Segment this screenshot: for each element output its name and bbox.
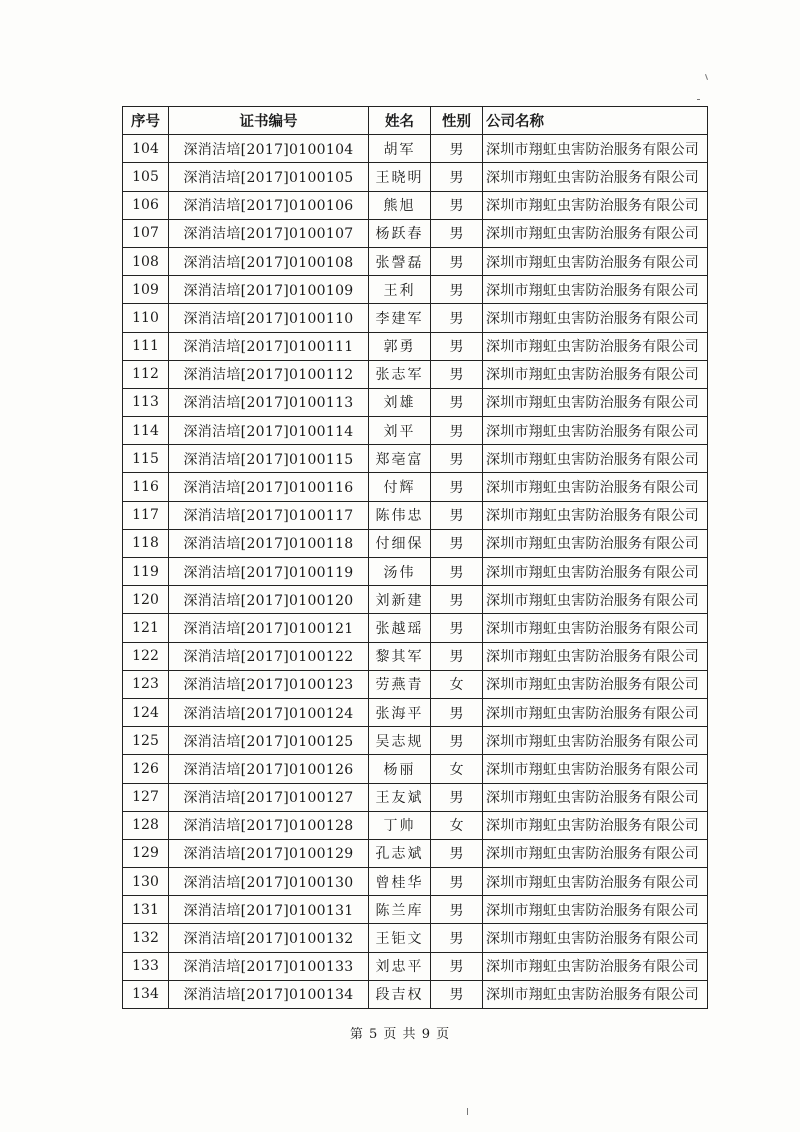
cell-certificate-no: 深消洁培[2017]0100111: [169, 332, 369, 360]
cell-serial: 119: [123, 558, 169, 586]
table-header-row: [123, 107, 708, 135]
cell-company: 深圳市翔虹虫害防治服务有限公司: [483, 698, 708, 726]
cell-gender: 男: [431, 529, 483, 557]
cell-company: 深圳市翔虹虫害防治服务有限公司: [483, 247, 708, 275]
cell-gender: 男: [431, 332, 483, 360]
header-gender: 性别: [431, 107, 483, 135]
cell-gender: 男: [431, 417, 483, 445]
cell-company: 深圳市翔虹虫害防治服务有限公司: [483, 839, 708, 867]
cell-name: 付辉: [369, 473, 431, 501]
cell-name: 李建军: [369, 304, 431, 332]
cell-gender: 男: [431, 501, 483, 529]
cell-serial: 126: [123, 755, 169, 783]
table-row: [123, 388, 708, 416]
cell-name: 王利: [369, 276, 431, 304]
cell-gender: 男: [431, 896, 483, 924]
cell-gender: 男: [431, 642, 483, 670]
cell-company: 深圳市翔虹虫害防治服务有限公司: [483, 360, 708, 388]
cell-serial: 118: [123, 529, 169, 557]
cell-company: 深圳市翔虹虫害防治服务有限公司: [483, 783, 708, 811]
cell-gender: 男: [431, 304, 483, 332]
cell-name: 吴志规: [369, 727, 431, 755]
cell-name: 熊旭: [369, 191, 431, 219]
cell-certificate-no: 深消洁培[2017]0100117: [169, 501, 369, 529]
cell-name: 黎其军: [369, 642, 431, 670]
table-row: [123, 839, 708, 867]
cell-serial: 120: [123, 586, 169, 614]
cell-name: 陈伟忠: [369, 501, 431, 529]
cell-certificate-no: 深消洁培[2017]0100130: [169, 868, 369, 896]
cell-gender: 男: [431, 135, 483, 163]
cell-certificate-no: 深消洁培[2017]0100124: [169, 698, 369, 726]
cell-gender: 男: [431, 783, 483, 811]
cell-certificate-no: 深消洁培[2017]0100129: [169, 839, 369, 867]
cell-name: 孔志斌: [369, 839, 431, 867]
cell-serial: 105: [123, 163, 169, 191]
cell-name: 劳燕青: [369, 670, 431, 698]
cell-gender: 男: [431, 924, 483, 952]
table-row: [123, 276, 708, 304]
cell-certificate-no: 深消洁培[2017]0100125: [169, 727, 369, 755]
cell-company: 深圳市翔虹虫害防治服务有限公司: [483, 642, 708, 670]
cell-serial: 104: [123, 135, 169, 163]
cell-company: 深圳市翔虹虫害防治服务有限公司: [483, 191, 708, 219]
cell-certificate-no: 深消洁培[2017]0100116: [169, 473, 369, 501]
cell-certificate-no: 深消洁培[2017]0100110: [169, 304, 369, 332]
table-row: [123, 360, 708, 388]
table-row: [123, 417, 708, 445]
cell-name: 张越瑶: [369, 614, 431, 642]
cell-gender: 男: [431, 473, 483, 501]
page-number: 第 5 页 共 9 页: [349, 1027, 451, 1042]
cell-company: 深圳市翔虹虫害防治服务有限公司: [483, 332, 708, 360]
cell-serial: 128: [123, 811, 169, 839]
cell-serial: 123: [123, 670, 169, 698]
scan-speck: [467, 1108, 468, 1115]
cell-gender: 男: [431, 980, 483, 1008]
cell-gender: 男: [431, 586, 483, 614]
cell-certificate-no: 深消洁培[2017]0100119: [169, 558, 369, 586]
cell-company: 深圳市翔虹虫害防治服务有限公司: [483, 952, 708, 980]
cell-serial: 114: [123, 417, 169, 445]
table-row: [123, 445, 708, 473]
table-row: [123, 783, 708, 811]
cell-serial: 112: [123, 360, 169, 388]
cell-name: 王友斌: [369, 783, 431, 811]
cell-certificate-no: 深消洁培[2017]0100123: [169, 670, 369, 698]
table-row: [123, 558, 708, 586]
cell-company: 深圳市翔虹虫害防治服务有限公司: [483, 501, 708, 529]
cell-certificate-no: 深消洁培[2017]0100113: [169, 388, 369, 416]
cell-serial: 127: [123, 783, 169, 811]
cell-gender: 女: [431, 811, 483, 839]
cell-company: 深圳市翔虹虫害防治服务有限公司: [483, 755, 708, 783]
scan-speck: [705, 74, 708, 80]
cell-serial: 115: [123, 445, 169, 473]
cell-name: 刘忠平: [369, 952, 431, 980]
cell-name: 陈兰库: [369, 896, 431, 924]
cell-serial: 129: [123, 839, 169, 867]
cell-name: 郭勇: [369, 332, 431, 360]
cell-serial: 109: [123, 276, 169, 304]
cell-serial: 116: [123, 473, 169, 501]
table-row: [123, 868, 708, 896]
cell-gender: 男: [431, 698, 483, 726]
cell-gender: 男: [431, 163, 483, 191]
cell-serial: 134: [123, 980, 169, 1008]
cell-certificate-no: 深消洁培[2017]0100121: [169, 614, 369, 642]
cell-serial: 122: [123, 642, 169, 670]
table-row: [123, 332, 708, 360]
cell-serial: 132: [123, 924, 169, 952]
table-row: [123, 727, 708, 755]
cell-name: 郑亳富: [369, 445, 431, 473]
cell-certificate-no: 深消洁培[2017]0100133: [169, 952, 369, 980]
cell-certificate-no: 深消洁培[2017]0100105: [169, 163, 369, 191]
cell-name: 王钜文: [369, 924, 431, 952]
cell-serial: 125: [123, 727, 169, 755]
table-row: [123, 135, 708, 163]
cell-company: 深圳市翔虹虫害防治服务有限公司: [483, 445, 708, 473]
cell-company: 深圳市翔虹虫害防治服务有限公司: [483, 135, 708, 163]
cell-company: 深圳市翔虹虫害防治服务有限公司: [483, 558, 708, 586]
cell-name: 杨跃春: [369, 219, 431, 247]
cell-company: 深圳市翔虹虫害防治服务有限公司: [483, 304, 708, 332]
cell-name: 刘新建: [369, 586, 431, 614]
cell-name: 张志军: [369, 360, 431, 388]
cell-company: 深圳市翔虹虫害防治服务有限公司: [483, 417, 708, 445]
cell-serial: 111: [123, 332, 169, 360]
cell-company: 深圳市翔虹虫害防治服务有限公司: [483, 586, 708, 614]
cell-name: 刘雄: [369, 388, 431, 416]
cell-certificate-no: 深消洁培[2017]0100127: [169, 783, 369, 811]
cell-certificate-no: 深消洁培[2017]0100132: [169, 924, 369, 952]
cell-gender: 男: [431, 952, 483, 980]
cell-certificate-no: 深消洁培[2017]0100104: [169, 135, 369, 163]
cell-serial: 110: [123, 304, 169, 332]
cell-certificate-no: 深消洁培[2017]0100131: [169, 896, 369, 924]
cell-certificate-no: 深消洁培[2017]0100107: [169, 219, 369, 247]
cell-serial: 108: [123, 247, 169, 275]
table-row: [123, 614, 708, 642]
cell-company: 深圳市翔虹虫害防治服务有限公司: [483, 868, 708, 896]
table-row: [123, 952, 708, 980]
cell-certificate-no: 深消洁培[2017]0100112: [169, 360, 369, 388]
cell-company: 深圳市翔虹虫害防治服务有限公司: [483, 980, 708, 1008]
table-row: [123, 755, 708, 783]
cell-name: 丁帅: [369, 811, 431, 839]
cell-serial: 107: [123, 219, 169, 247]
table-row: [123, 247, 708, 275]
table-row: [123, 529, 708, 557]
cell-company: 深圳市翔虹虫害防治服务有限公司: [483, 670, 708, 698]
cell-gender: 男: [431, 276, 483, 304]
cell-certificate-no: 深消洁培[2017]0100118: [169, 529, 369, 557]
cell-name: 刘平: [369, 417, 431, 445]
cell-certificate-no: 深消洁培[2017]0100134: [169, 980, 369, 1008]
cell-gender: 男: [431, 445, 483, 473]
cell-gender: 男: [431, 868, 483, 896]
cell-name: 张謦磊: [369, 247, 431, 275]
cell-name: 杨丽: [369, 755, 431, 783]
cell-certificate-no: 深消洁培[2017]0100120: [169, 586, 369, 614]
cell-gender: 男: [431, 219, 483, 247]
header-name: 姓名: [369, 107, 431, 135]
cell-gender: 女: [431, 755, 483, 783]
cell-serial: 121: [123, 614, 169, 642]
cell-company: 深圳市翔虹虫害防治服务有限公司: [483, 811, 708, 839]
cell-serial: 117: [123, 501, 169, 529]
cell-company: 深圳市翔虹虫害防治服务有限公司: [483, 163, 708, 191]
cell-gender: 女: [431, 670, 483, 698]
table-row: [123, 924, 708, 952]
cell-serial: 124: [123, 698, 169, 726]
table-row: [123, 811, 708, 839]
table-row: [123, 586, 708, 614]
table-row: [123, 473, 708, 501]
table-row: [123, 304, 708, 332]
cell-name: 付细保: [369, 529, 431, 557]
cell-company: 深圳市翔虹虫害防治服务有限公司: [483, 614, 708, 642]
cell-name: 段吉权: [369, 980, 431, 1008]
cell-name: 曾桂华: [369, 868, 431, 896]
cell-gender: 男: [431, 360, 483, 388]
table-row: [123, 219, 708, 247]
cell-certificate-no: 深消洁培[2017]0100122: [169, 642, 369, 670]
cell-certificate-no: 深消洁培[2017]0100108: [169, 247, 369, 275]
cell-name: 张海平: [369, 698, 431, 726]
table-row: [123, 670, 708, 698]
table-row: [123, 698, 708, 726]
cell-company: 深圳市翔虹虫害防治服务有限公司: [483, 924, 708, 952]
scan-speck: [697, 99, 700, 100]
cell-name: 汤伟: [369, 558, 431, 586]
cell-serial: 133: [123, 952, 169, 980]
cell-gender: 男: [431, 558, 483, 586]
cell-name: 王晓明: [369, 163, 431, 191]
cell-certificate-no: 深消洁培[2017]0100109: [169, 276, 369, 304]
cell-certificate-no: 深消洁培[2017]0100106: [169, 191, 369, 219]
cell-certificate-no: 深消洁培[2017]0100128: [169, 811, 369, 839]
header-certificate-no: 证书编号: [169, 107, 369, 135]
table-row: [123, 501, 708, 529]
table-row: [123, 163, 708, 191]
table-body: [123, 135, 708, 1009]
certificate-roster-table: [122, 106, 708, 1009]
cell-company: 深圳市翔虹虫害防治服务有限公司: [483, 896, 708, 924]
cell-serial: 113: [123, 388, 169, 416]
cell-serial: 131: [123, 896, 169, 924]
cell-company: 深圳市翔虹虫害防治服务有限公司: [483, 388, 708, 416]
cell-company: 深圳市翔虹虫害防治服务有限公司: [483, 727, 708, 755]
cell-certificate-no: 深消洁培[2017]0100114: [169, 417, 369, 445]
cell-company: 深圳市翔虹虫害防治服务有限公司: [483, 473, 708, 501]
cell-company: 深圳市翔虹虫害防治服务有限公司: [483, 219, 708, 247]
cell-gender: 男: [431, 191, 483, 219]
cell-gender: 男: [431, 614, 483, 642]
cell-name: 胡军: [369, 135, 431, 163]
header-serial: 序号: [123, 107, 169, 135]
cell-certificate-no: 深消洁培[2017]0100126: [169, 755, 369, 783]
table-row: [123, 642, 708, 670]
cell-gender: 男: [431, 839, 483, 867]
cell-gender: 男: [431, 247, 483, 275]
table-row: [123, 896, 708, 924]
cell-company: 深圳市翔虹虫害防治服务有限公司: [483, 276, 708, 304]
header-company: 公司名称: [483, 107, 708, 135]
table-row: [123, 191, 708, 219]
cell-serial: 106: [123, 191, 169, 219]
cell-gender: 男: [431, 727, 483, 755]
cell-gender: 男: [431, 388, 483, 416]
table-row: [123, 980, 708, 1008]
cell-company: 深圳市翔虹虫害防治服务有限公司: [483, 529, 708, 557]
cell-serial: 130: [123, 868, 169, 896]
cell-certificate-no: 深消洁培[2017]0100115: [169, 445, 369, 473]
